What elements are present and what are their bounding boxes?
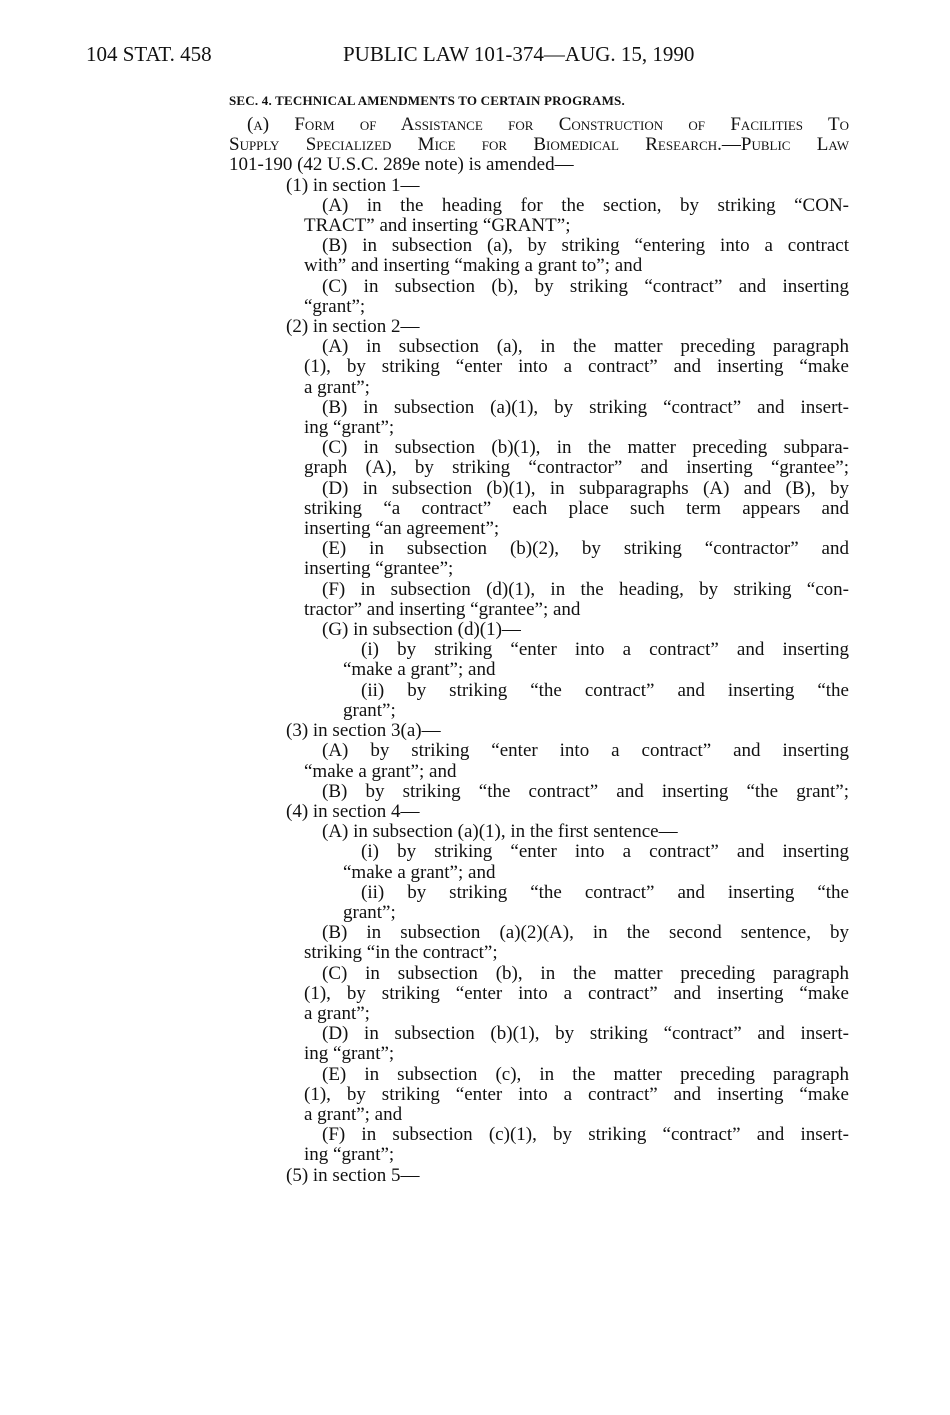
text-line: (i) by striking “enter into a contract” and inserting [361, 639, 849, 661]
text-line: (C) in subsection (b)(1), in the matter preceding subpara- [322, 437, 849, 459]
text-line: ing “grant”; [304, 417, 395, 439]
stat-page-number: 104 STAT. 458 [86, 42, 212, 66]
text-line: (C) in subsection (b), in the matter preceding paragraph [322, 962, 849, 984]
text-line: “make a grant”; and [343, 659, 496, 681]
section-heading: SEC. 4. TECHNICAL AMENDMENTS TO CERTAIN PROGRAMS. [229, 93, 625, 108]
text-line: (A) in the heading for the section, by striking “CON- [322, 194, 849, 216]
text-line: grant”; [343, 699, 396, 721]
text-line: (1), by striking “enter into a contract” and inserting “make [304, 356, 849, 378]
public-law-citation: PUBLIC LAW 101-374—AUG. 15, 1990 [343, 42, 695, 66]
text-line: (F) in subsection (c)(1), by striking “contract” and insert- [322, 1124, 849, 1146]
text-line: TRACT” and inserting “GRANT”; [304, 215, 571, 237]
text-line: (1), by striking “enter into a contract” and inserting “make [304, 1083, 849, 1105]
text-line: “make a grant”; and [343, 861, 496, 883]
text-line: (5) in section 5— [286, 1164, 420, 1186]
text-line: (4) in section 4— [286, 800, 420, 822]
text-line: inserting “an agreement”; [304, 518, 500, 540]
text-line: (E) in subsection (c), in the matter preceding paragraph [322, 1063, 849, 1085]
text-line: striking “a contract” each place such term appears and [304, 497, 849, 519]
text-line: (1) in section 1— [286, 174, 420, 196]
text-line: a grant”; [304, 376, 370, 398]
text-line: ing “grant”; [304, 1043, 395, 1065]
text-line: (B) by striking “the contract” and inserting “the grant”; [322, 780, 849, 802]
text-line: ing “grant”; [304, 1144, 395, 1166]
text-line: (A) in subsection (a)(1), in the first sentence— [322, 821, 678, 843]
text-line: (B) in subsection (a)(1), by striking “contract” and insert- [322, 396, 849, 418]
text-line: (a) Form of Assistance for Construction of Facilities To [247, 114, 849, 135]
text-line: (C) in subsection (b), by striking “contract” and inserting [322, 275, 849, 297]
document-body [229, 93, 849, 1186]
text-line: (B) in subsection (a), by striking “entering into a contract [322, 235, 849, 257]
text-line: “grant”; [304, 295, 366, 317]
text-line: (ii) by striking “the contract” and inserting “the [361, 679, 849, 701]
text-line: 101-190 (42 U.S.C. 289e note) is amended— [229, 154, 574, 176]
page-header [86, 42, 786, 72]
text-line: a grant”; [304, 1002, 370, 1024]
text-line: (B) in subsection (a)(2)(A), in the second sentence, by [322, 922, 849, 944]
text-line: a grant”; and [304, 1103, 403, 1125]
text-line: (ii) by striking “the contract” and inserting “the [361, 881, 849, 903]
text-line: “make a grant”; and [304, 760, 457, 782]
text-line: (2) in section 2— [286, 316, 420, 338]
text-line: grant”; [343, 901, 396, 923]
text-line: tractor” and inserting “grantee”; and [304, 598, 581, 620]
text-line: Supply Specialized Mice for Biomedical Research.—Public Law [229, 134, 849, 156]
text-line: (3) in section 3(a)— [286, 720, 441, 742]
text-line: (A) by striking “enter into a contract” and inserting [322, 740, 849, 762]
text-line: (G) in subsection (d)(1)— [322, 619, 521, 641]
text-line: (D) in subsection (b)(1), in subparagraphs (A) and (B), by [322, 477, 849, 499]
text-lines [229, 115, 849, 1186]
text-line: with” and inserting “making a grant to”; and [304, 255, 643, 277]
text-line: striking “in the contract”; [304, 942, 498, 964]
text-line: inserting “grantee”; [304, 558, 454, 580]
text-line: (F) in subsection (d)(1), in the heading, by striking “con- [322, 578, 849, 600]
text-line: (E) in subsection (b)(2), by striking “contractor” and [322, 538, 849, 560]
text-line: (1), by striking “enter into a contract” and inserting “make [304, 982, 849, 1004]
text-line: (D) in subsection (b)(1), by striking “contract” and insert- [322, 1023, 849, 1045]
text-line: (A) in subsection (a), in the matter preceding paragraph [322, 336, 849, 358]
text-line: (i) by striking “enter into a contract” and inserting [361, 841, 849, 863]
text-line: graph (A), by striking “contractor” and inserting “grantee”; [304, 457, 849, 479]
